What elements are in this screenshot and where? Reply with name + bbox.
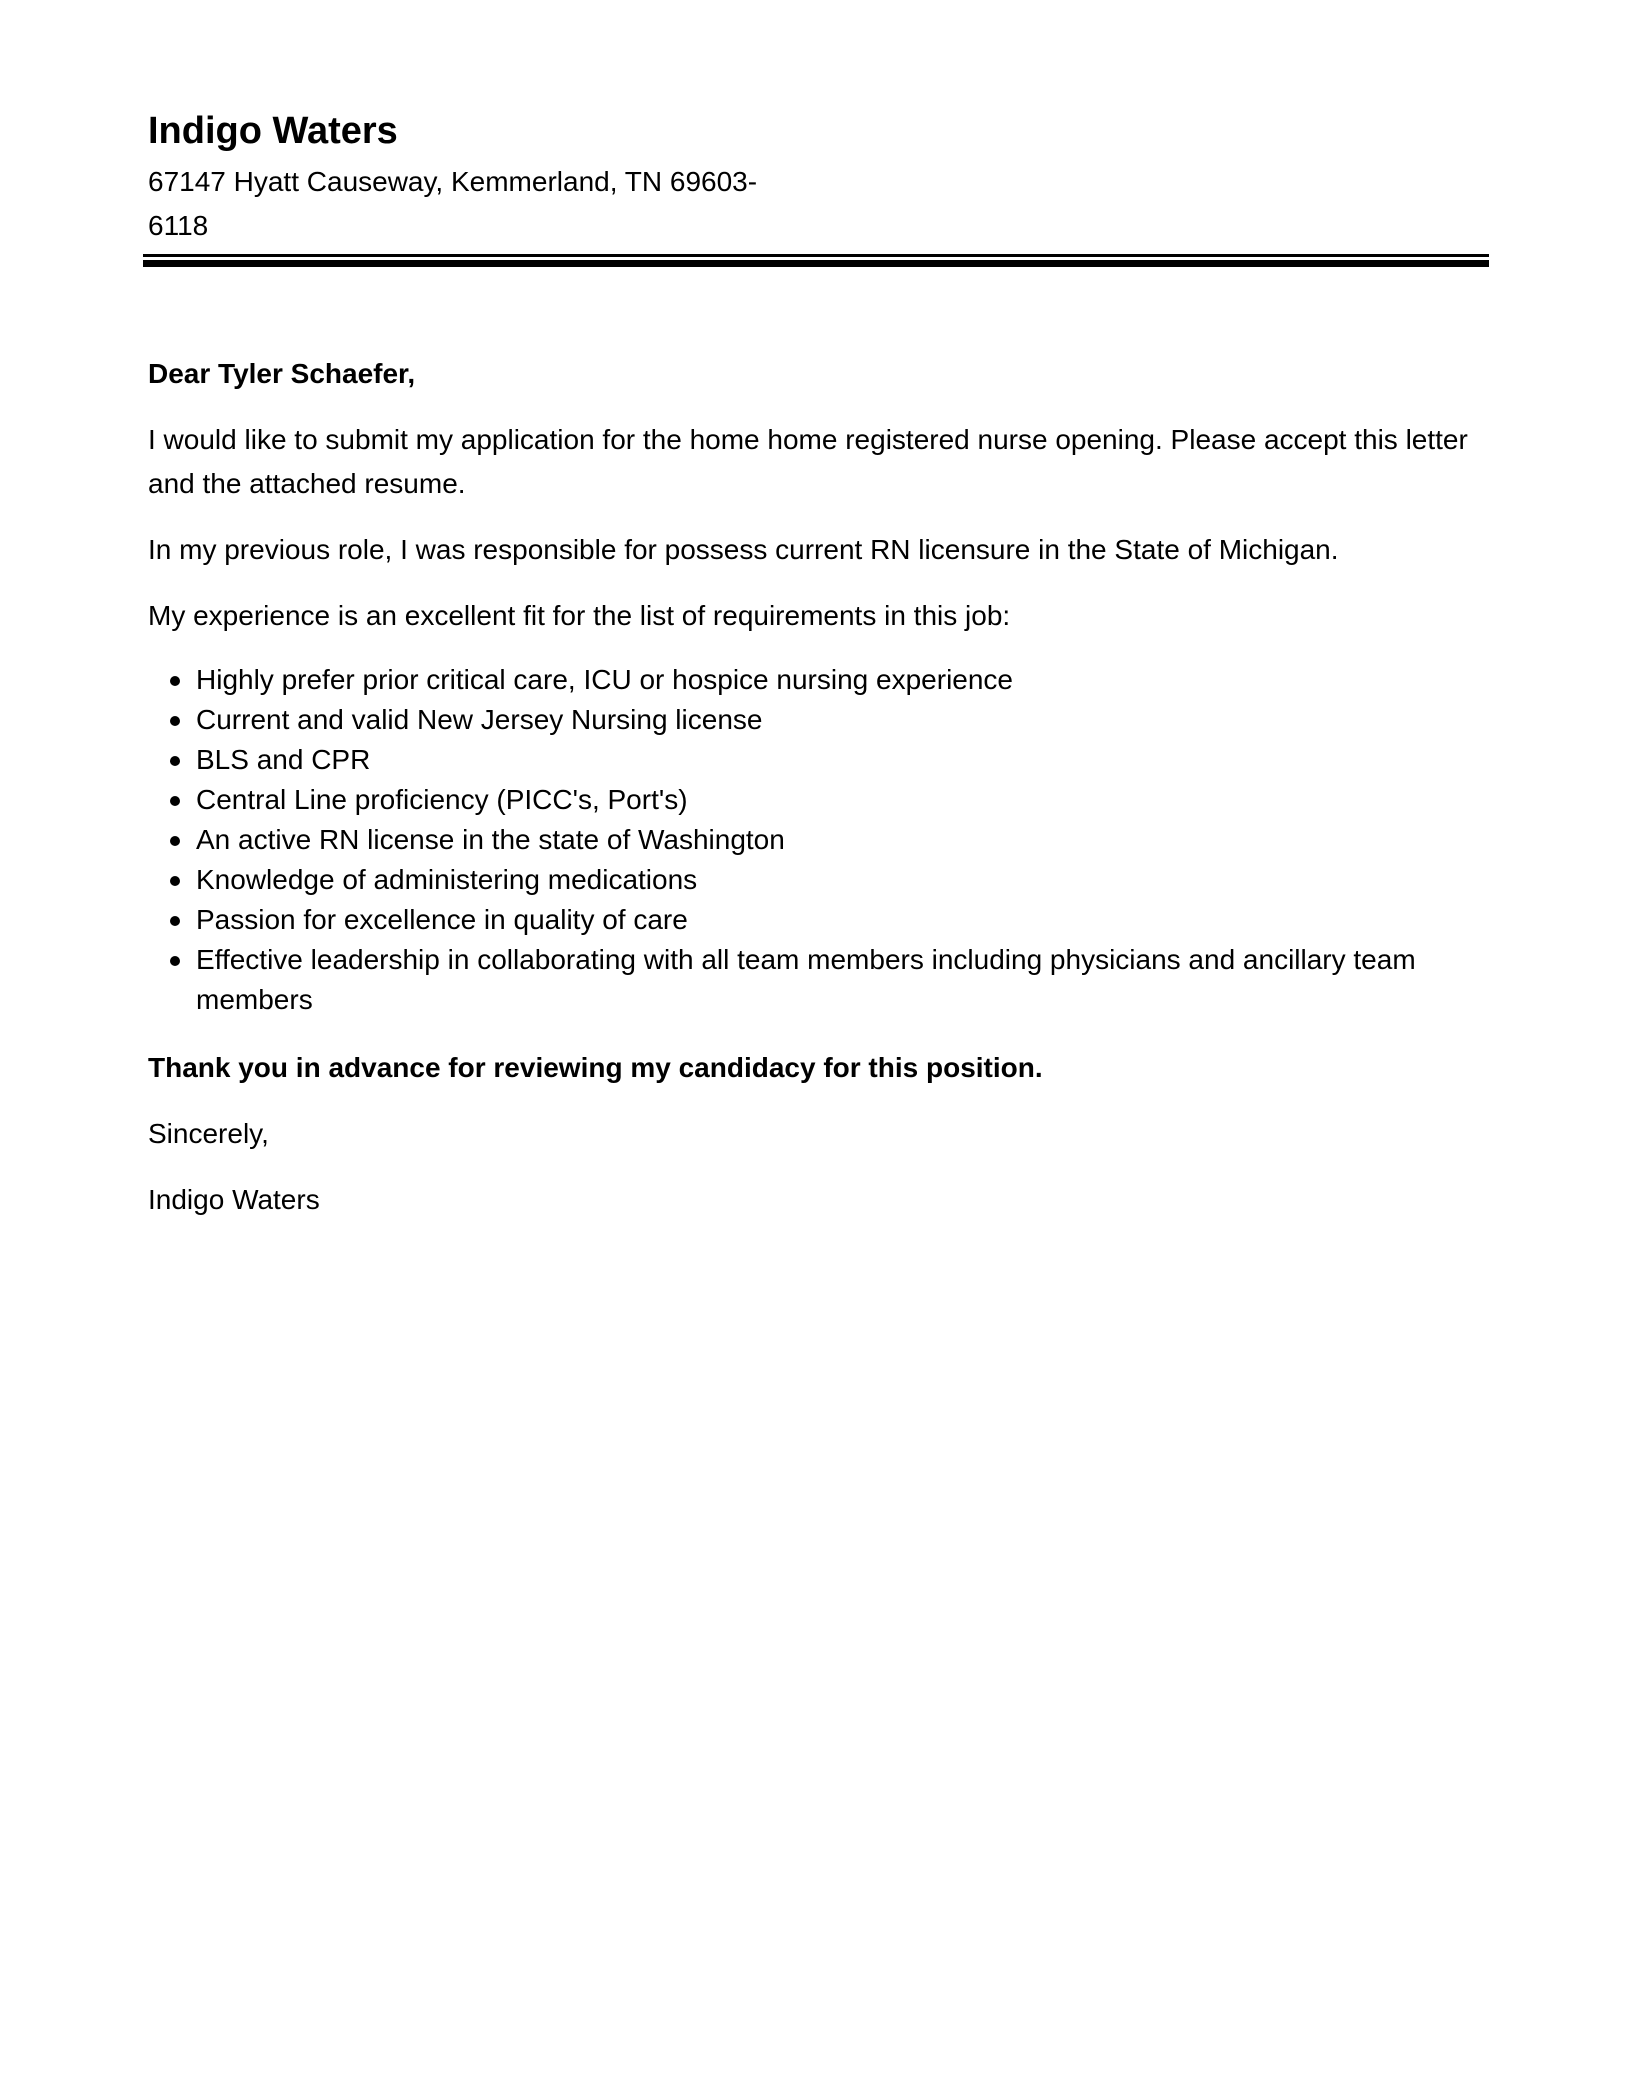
greeting: Dear Tyler Schaefer, bbox=[148, 358, 416, 389]
header-divider-thin bbox=[143, 254, 1489, 257]
requirement-item: Passion for excellence in quality of care bbox=[196, 900, 1488, 940]
sender-name: Indigo Waters bbox=[148, 110, 398, 152]
requirement-item: Effective leadership in collaborating with all team members including physicians and ancillary team members bbox=[196, 940, 1488, 1020]
signoff: Sincerely, bbox=[148, 1118, 269, 1149]
sender-address-line-1: 67147 Hyatt Causeway, Kemmerland, TN 69603- bbox=[148, 166, 758, 197]
requirements-intro: My experience is an excellent fit for the list of requirements in this job: bbox=[148, 600, 1011, 631]
intro-paragraph: I would like to submit my application for the home home registered nurse opening. Please accept this letter and the attached resume. bbox=[148, 424, 1468, 499]
requirement-item: Current and valid New Jersey Nursing license bbox=[196, 700, 1488, 740]
experience-paragraph: In my previous role, I was responsible for possess current RN licensure in the State of Michigan. bbox=[148, 534, 1339, 565]
requirement-item: Highly prefer prior critical care, ICU or hospice nursing experience bbox=[196, 660, 1488, 700]
requirement-item: Knowledge of administering medications bbox=[196, 860, 1488, 900]
header-divider-thick bbox=[143, 260, 1489, 267]
signature-name: Indigo Waters bbox=[148, 1184, 320, 1215]
requirement-item: An active RN license in the state of Washington bbox=[196, 820, 1488, 860]
closing-line: Thank you in advance for reviewing my candidacy for this position. bbox=[148, 1052, 1043, 1083]
letter-header bbox=[148, 106, 808, 248]
letter-body bbox=[148, 352, 1488, 1244]
sender-address-line-2: 6118 bbox=[148, 210, 209, 241]
requirement-item: Central Line proficiency (PICC's, Port's) bbox=[196, 780, 1488, 820]
requirement-item: BLS and CPR bbox=[196, 740, 1488, 780]
sender-address bbox=[148, 160, 788, 248]
requirements-list bbox=[148, 660, 1488, 1020]
